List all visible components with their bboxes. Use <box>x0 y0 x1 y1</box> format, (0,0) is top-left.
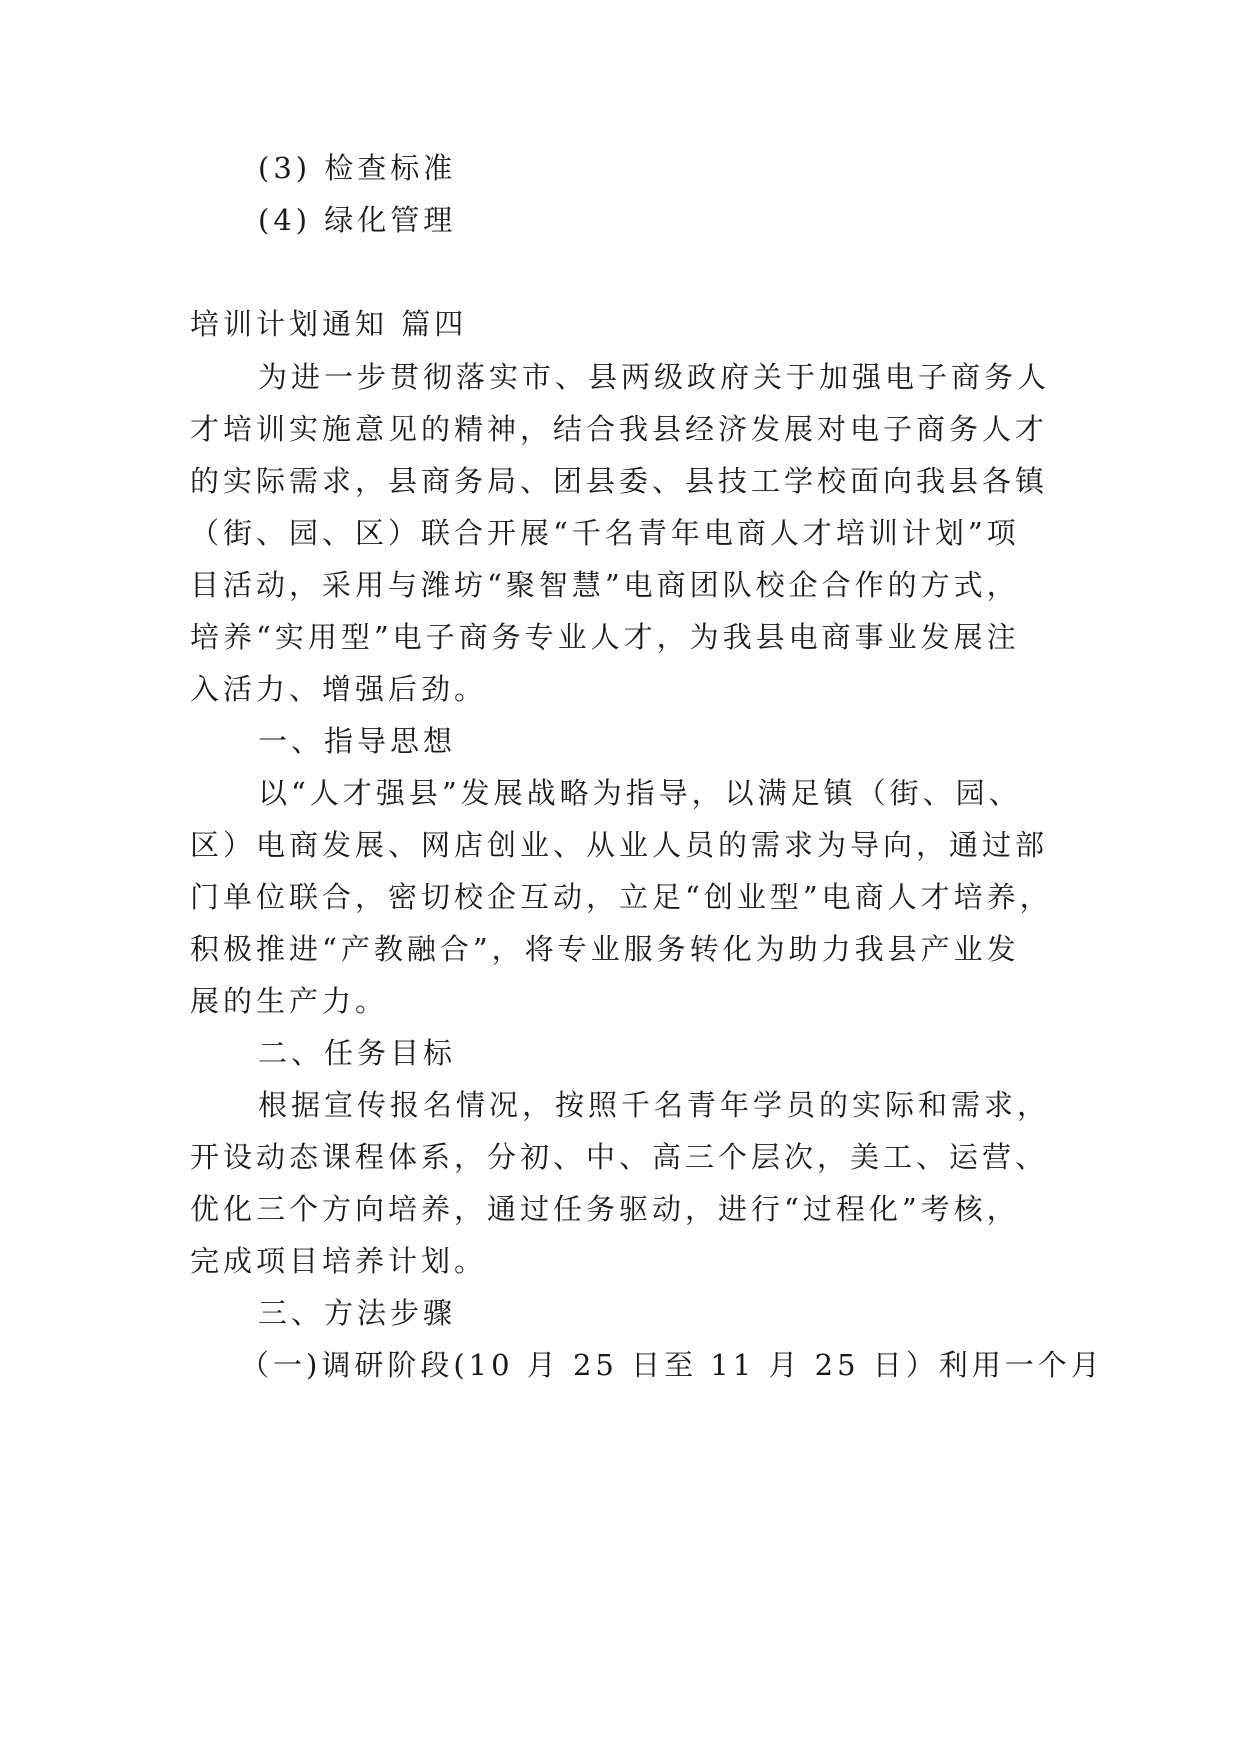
paragraph-line: 完成项目培养计划。 <box>190 1244 488 1278</box>
paragraph-line: 目活动，采用与潍坊“聚智慧”电商团队校企合作的方式， <box>190 568 1020 602</box>
list-item: (4) 绿化管理 <box>258 203 457 237</box>
paragraph-line: 展的生产力。 <box>190 984 389 1018</box>
heading-text: 二、任务目标 <box>258 1036 457 1070</box>
paragraph-line: （一)调研阶段(10 月 25 日至 11 月 25 日）利用一个月 <box>240 1348 1104 1382</box>
section-title: 培训计划通知 篇四 <box>190 307 468 341</box>
paragraph-line: 根据宣传报名情况，按照千名青年学员的实际和需求， <box>258 1088 1051 1122</box>
paragraph-line: 积极推进“产教融合”，将专业服务转化为助力我县产业发 <box>190 932 1020 966</box>
heading-text: 一、指导思想 <box>258 724 457 758</box>
paragraph-line: 培养“实用型”电子商务专业人才，为我县电商事业发展注 <box>190 620 1020 654</box>
paragraph-line: 的实际需求，县商务局、团县委、县技工学校面向我县各镇 <box>190 464 1049 498</box>
paragraph-line: 门单位联合，密切校企互动，立足“创业型”电商人才培养， <box>190 880 1053 914</box>
paragraph-line: 为进一步贯彻落实市、县两级政府关于加强电子商务人 <box>258 360 1051 394</box>
heading-text: 三、方法步骤 <box>258 1296 457 1330</box>
paragraph-line: （街、园、区）联合开展“千名青年电商人才培训计划”项 <box>190 516 1020 550</box>
paragraph-line: 优化三个方向培养，通过任务驱动，进行“过程化”考核， <box>190 1192 1020 1226</box>
paragraph-line: 区）电商发展、网店创业、从业人员的需求为导向，通过部 <box>190 828 1049 862</box>
paragraph-line: 入活力、增强后劲。 <box>190 672 488 706</box>
paragraph-line: 以“人才强县”发展战略为指导，以满足镇（街、园、 <box>258 776 1022 810</box>
paragraph-line: 才培训实施意见的精神，结合我县经济发展对电子商务人才 <box>190 412 1049 446</box>
paragraph-line: 开设动态课程体系，分初、中、高三个层次，美工、运营、 <box>190 1140 1049 1174</box>
list-item: (3) 检查标准 <box>258 151 457 185</box>
